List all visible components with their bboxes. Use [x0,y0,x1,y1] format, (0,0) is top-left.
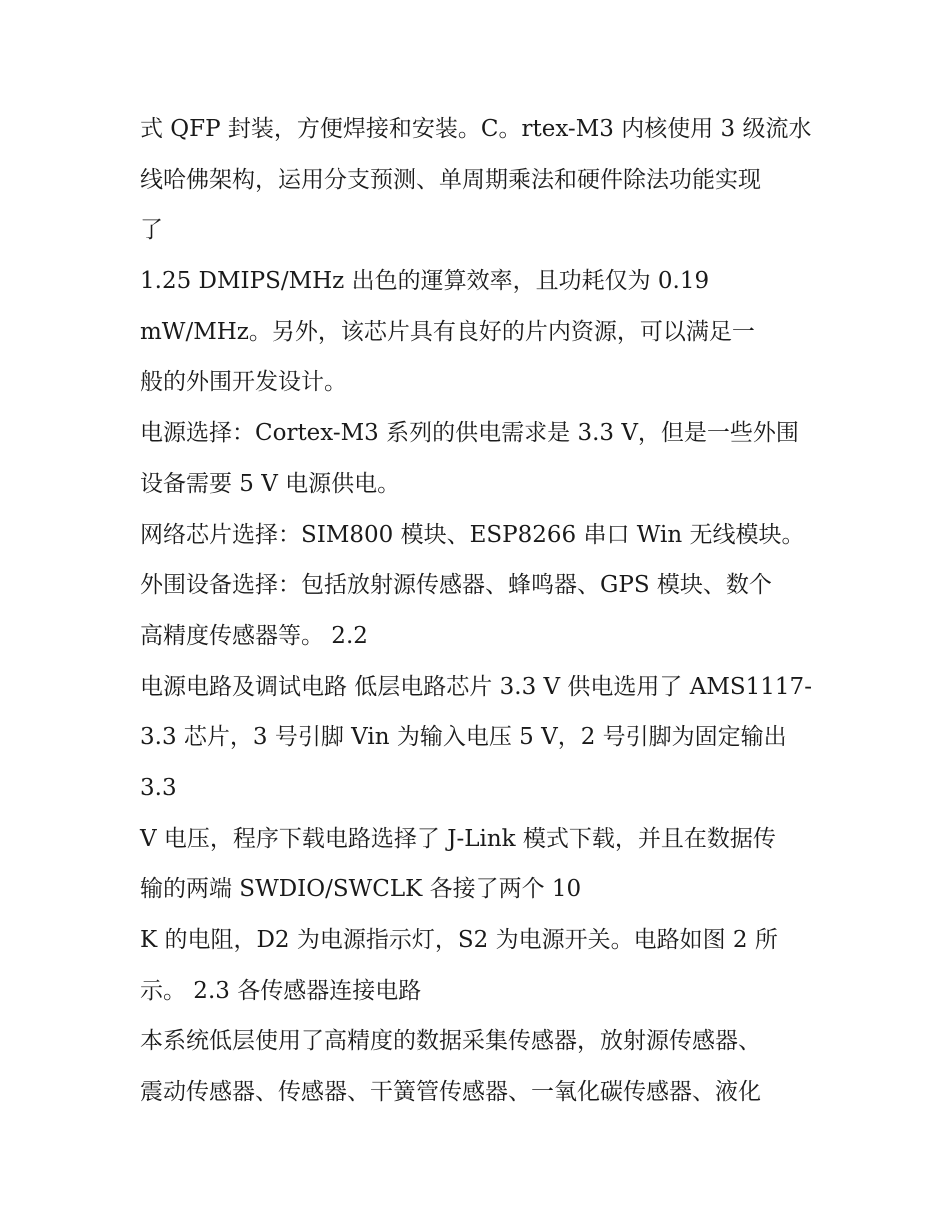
text-line: 电源电路及调试电路 低层电路芯片 3.3 V 供电选用了 AMS1117- [140,673,812,700]
text-line: 本系统低层使用了高精度的数据采集传感器，放射源传感器、 [140,1028,761,1055]
text-line: 式 QFP 封装，方便焊接和安装。C。rtex-M3 内核使用 3 级流水 [140,116,812,142]
text-line: K 的电阻，D2 为电源指示灯，S2 为电源开关。电路如图 2 所 [140,927,778,953]
text-line: 设备需要 5 V 电源供电。 [140,470,401,497]
text-line: 高精度传感器等。 2.2 [140,622,368,649]
text-line: V 电压，程序下载电路选择了 J-Link 模式下载，并且在数据传 [140,825,776,852]
text-line: 3.3 [140,774,177,801]
text-line: 外围设备选择：包括放射源传感器、蜂鸣器、GPS 模块、数个 [140,572,772,599]
text-line: 电源选择：Cortex-M3 系列的供电需求是 3.3 V，但是一些外围 [140,420,799,447]
text-line: mW/MHz。另外，该芯片具有良好的片内资源，可以满足一 [140,318,755,345]
body-text [140,104,820,1118]
text-line: 震动传感器、传感器、干簧管传感器、一氧化碳传感器、液化 [140,1079,761,1106]
text-line: 示。 2.3 各传感器连接电路 [140,977,422,1004]
text-line: 网络芯片选择：SIM800 模块、ESP8266 串口 Win 无线模块。 [140,521,805,548]
text-line: 了 [140,217,163,244]
text-line: 1.25 DMIPS/MHz 出色的運算效率，且功耗仅为 0.19 [140,268,710,295]
text-line: 3.3 芯片，3 号引脚 Vin 为输入电压 5 V，2 号引脚为固定输出 [140,724,787,751]
text-line: 线哈佛架构，运用分支预测、单周期乘法和硬件除法功能实现 [140,166,761,193]
text-line: 般的外围开发设计。 [140,369,347,396]
text-line: 输的两端 SWDIO/SWCLK 各接了两个 10 [140,876,582,903]
